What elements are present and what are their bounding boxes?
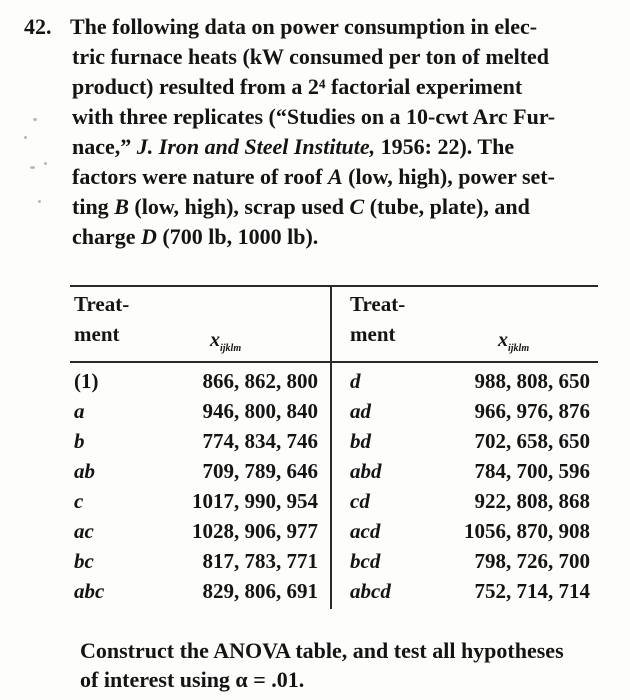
text-run: product) resulted from a 2⁴ factorial experiment bbox=[72, 74, 523, 99]
text-run: (low, high), power set- bbox=[342, 164, 555, 189]
treatment-cell: bc bbox=[74, 549, 94, 573]
text-run: (tube, plate), and bbox=[364, 194, 530, 219]
table-row bbox=[70, 429, 600, 459]
factor-label: D bbox=[141, 224, 157, 249]
treatment-cell: abd bbox=[350, 459, 382, 483]
text-run: tric furnace heats (kW consumed per ton of melted bbox=[72, 44, 550, 69]
problem-text-line bbox=[72, 42, 549, 72]
values-cell: 866, 862, 800 bbox=[202, 369, 318, 393]
text-run: factors were nature of roof bbox=[72, 164, 328, 189]
values-cell: 752, 714, 714 bbox=[474, 579, 590, 603]
values-cell: 817, 783, 771 bbox=[202, 549, 318, 573]
table-row bbox=[70, 579, 600, 609]
values-cell: 709, 789, 646 bbox=[202, 459, 318, 483]
values-cell: 922, 808, 868 bbox=[474, 489, 590, 513]
values-cell: 966, 976, 876 bbox=[474, 399, 590, 423]
problem-text-line bbox=[72, 192, 530, 222]
problem-text-line bbox=[72, 162, 555, 192]
scan-speck bbox=[24, 136, 27, 139]
header-treatment-line1: Treat- bbox=[74, 292, 130, 316]
values-cell: 1028, 906, 977 bbox=[192, 519, 318, 543]
text-run: charge bbox=[72, 224, 142, 249]
treatment-cell: c bbox=[74, 489, 84, 513]
values-cell: 988, 808, 650 bbox=[474, 369, 590, 393]
data-table bbox=[70, 285, 600, 620]
problem-number: 42. bbox=[24, 14, 52, 39]
table-top-rule bbox=[70, 285, 598, 287]
text-run: 1956: 22). The bbox=[375, 134, 515, 159]
treatment-cell: ad bbox=[350, 399, 371, 423]
values-cell: 1056, 870, 908 bbox=[464, 519, 590, 543]
question-line: of interest using α = .01. bbox=[80, 667, 305, 692]
treatment-cell: ab bbox=[74, 459, 95, 483]
scan-speck bbox=[44, 162, 47, 165]
text-run: (low, high), scrap used bbox=[128, 194, 350, 219]
scan-speck bbox=[38, 200, 41, 203]
journal-title: J. Iron and Steel Institute, bbox=[136, 134, 376, 159]
header-treatment-line1: Treat- bbox=[350, 292, 406, 316]
header-x-left bbox=[210, 329, 241, 354]
text-run: nace,” bbox=[72, 134, 137, 159]
header-treatment-line2: ment bbox=[74, 322, 120, 346]
values-cell: 784, 700, 596 bbox=[474, 459, 590, 483]
values-cell: 774, 834, 746 bbox=[202, 429, 318, 453]
text-run: ting bbox=[72, 194, 115, 219]
treatment-cell: d bbox=[350, 369, 361, 393]
treatment-cell: abc bbox=[74, 579, 105, 603]
problem-text-line bbox=[72, 132, 514, 162]
factor-label: B bbox=[114, 194, 129, 219]
scan-speck bbox=[33, 118, 37, 121]
problem-text-line bbox=[72, 72, 522, 102]
problem-text-line bbox=[72, 222, 318, 252]
treatment-cell: bcd bbox=[350, 549, 381, 573]
header-x-symbol: x bbox=[498, 329, 508, 351]
header-x-subscript: ijklm bbox=[508, 343, 530, 354]
factor-label: C bbox=[349, 194, 365, 219]
table-row bbox=[70, 459, 600, 489]
values-cell: 946, 800, 840 bbox=[202, 399, 318, 423]
values-cell: 702, 658, 650 bbox=[474, 429, 590, 453]
text-run: The following data on power consumption in elec- bbox=[70, 14, 538, 39]
header-treatment-right bbox=[350, 289, 405, 349]
treatment-cell: (1) bbox=[74, 369, 99, 393]
values-cell: 1017, 990, 954 bbox=[192, 489, 318, 513]
factor-label: A bbox=[327, 164, 343, 189]
question-text bbox=[80, 636, 564, 694]
header-x-symbol: x bbox=[210, 329, 220, 351]
treatment-cell: b bbox=[74, 429, 85, 453]
problem-text-line bbox=[72, 102, 555, 132]
header-x-right bbox=[498, 329, 529, 354]
scan-speck bbox=[30, 166, 35, 169]
header-treatment-left bbox=[74, 289, 129, 349]
values-cell: 798, 726, 700 bbox=[474, 549, 590, 573]
text-run: with three replicates (“Studies on a 10-cwt Arc Fur- bbox=[72, 104, 556, 129]
treatment-cell: bd bbox=[350, 429, 371, 453]
treatment-cell: abcd bbox=[350, 579, 391, 603]
header-x-subscript: ijklm bbox=[220, 343, 242, 354]
text-run: (700 lb, 1000 lb). bbox=[156, 224, 319, 249]
treatment-cell: acd bbox=[350, 519, 381, 543]
treatment-cell: a bbox=[74, 399, 85, 423]
header-treatment-line2: ment bbox=[350, 322, 396, 346]
table-row bbox=[70, 549, 600, 579]
values-cell: 829, 806, 691 bbox=[202, 579, 318, 603]
question-line: Construct the ANOVA table, and test all hypotheses bbox=[80, 638, 564, 663]
problem-text-line bbox=[70, 12, 590, 42]
table-row bbox=[70, 369, 600, 399]
treatment-cell: cd bbox=[350, 489, 370, 513]
table-header-rule bbox=[70, 361, 598, 363]
treatment-cell: ac bbox=[74, 519, 94, 543]
table-row bbox=[70, 399, 600, 429]
table-row bbox=[70, 489, 600, 519]
table-row bbox=[70, 519, 600, 549]
